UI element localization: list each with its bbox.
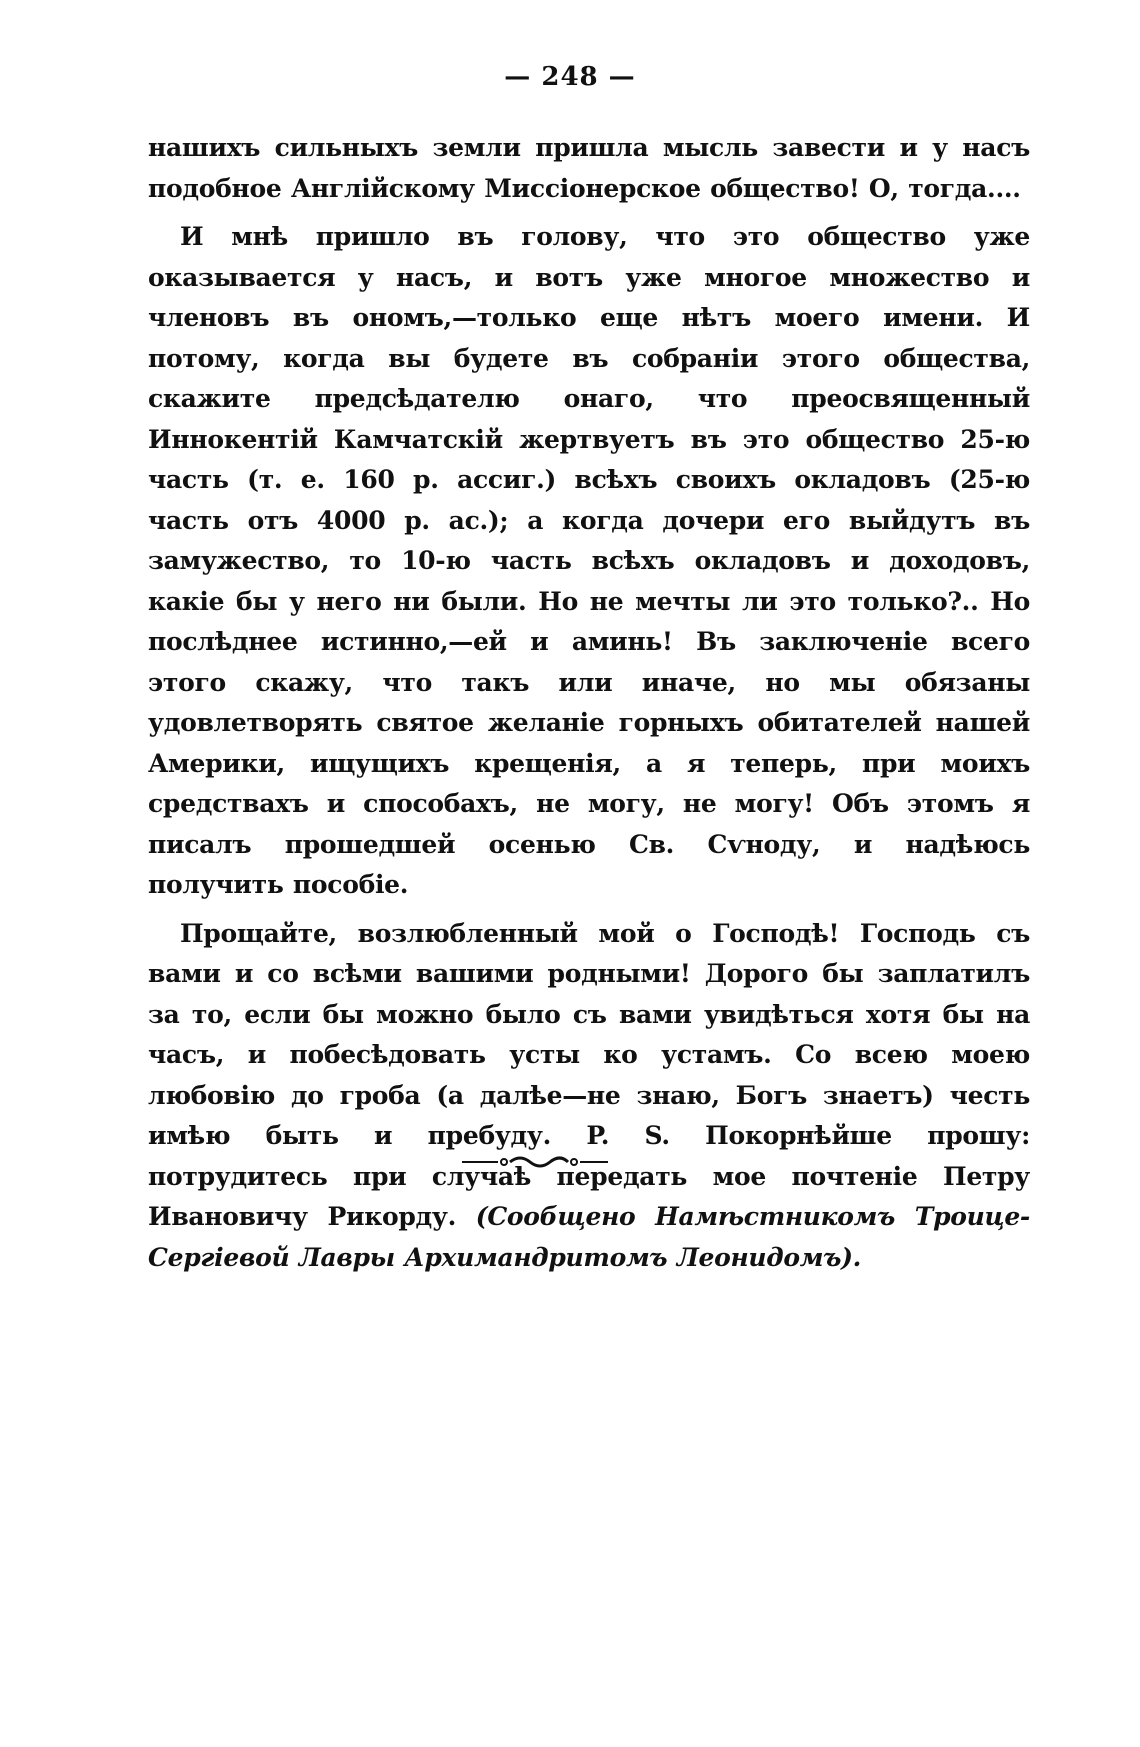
ornament-divider	[460, 1152, 610, 1172]
source-attribution: (Сообщено Намѣстникомъ Троице-Сергіевой Лавры Архимандритомъ Леонидомъ).	[148, 1202, 1031, 1272]
paragraph-continuation: нашихъ сильныхъ земли пришла мысль завести и у насъ подобное Англійскому Миссіонерское общество! О, тогда....	[148, 133, 1030, 203]
paragraph-society: И мнѣ пришло въ голову, что это общество уже оказывается у насъ, и вотъ уже многое множество и членовъ въ ономъ,—только еще нѣтъ моего имени. И потому, когда вы будете въ собраніи этого общества, скажите предсѣдателю онаго, что преосвященный Иннокентій Камчатскій жертвуетъ въ это общество 25-ю часть (т. е. 160 р. ассиг.) всѣхъ своихъ окладовъ (25-ю часть отъ 4000 р. ас.); а когда дочери его выйдутъ въ замужество, то 10-ю часть всѣхъ окладовъ и доходовъ, какіе бы у него ни были. Но не мечты ли это только?.. Но послѣднее истинно,—ей и аминь! Въ заключеніе всего этого скажу, что такъ или иначе, но мы обязаны удовлетворять святое желаніе горныхъ обитателей нашей Америки, ищущихъ крещенія, а я теперь, при моихъ средствахъ и способахъ, не могу, не могу! Объ этомъ я писалъ прошедшей осенью Св. Сѵноду, и надѣюсь получить пособіе.	[148, 222, 1030, 899]
page-number: — 248 —	[504, 62, 636, 92]
paragraph-farewell	[148, 914, 1030, 1279]
body-text	[148, 128, 1030, 1278]
farewell-text: Прощайте, возлюбленный мой о Господѣ! Господь съ вами и со всѣми вашими родными! Дорого бы заплатилъ за то, если бы можно было съ вами увидѣться хотя бы на часъ, и побесѣдовать усты ко устамъ. Со всею моею любовію до гроба (а далѣе—не знаю, Богъ знаетъ) честь имѣю быть и пребуду. P. S. Покорнѣйше прошу: потрудитесь при случаѣ передать мое почтеніе Петру Ивановичу Рикорду.	[148, 918, 1030, 1231]
